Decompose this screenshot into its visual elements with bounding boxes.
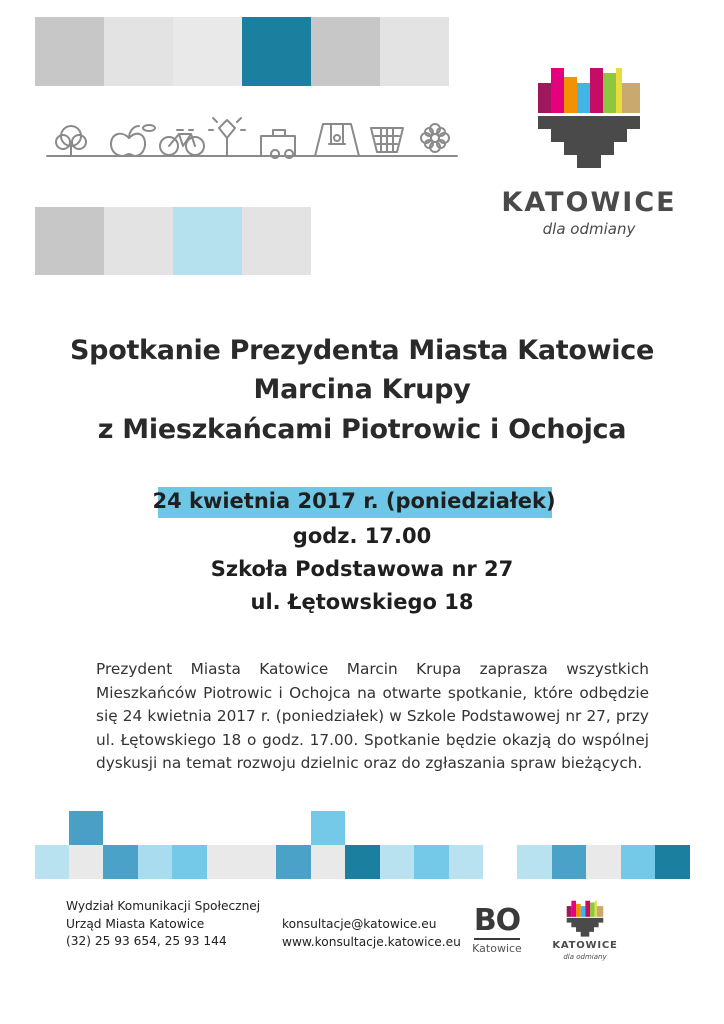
event-address: ul. Łętowskiego 18 [250, 590, 474, 614]
page-title-line-2: Marcina Krupy [253, 374, 471, 405]
katowice-small-logo-tagline: dla odmiany [563, 953, 607, 961]
bo-logo-caption: Katowice [472, 942, 522, 955]
katowice-small-logo-mark [566, 900, 604, 938]
apple-icon [111, 125, 155, 156]
footer-phones: (32) 25 93 654, 25 93 144 [66, 934, 227, 948]
footer-website: www.konsultacje.katowice.eu [282, 934, 461, 949]
swing-icon [315, 124, 359, 156]
katowice-logo-wordmark: KATOWICE [501, 187, 677, 218]
event-venue: Szkoła Podstawowa nr 27 [210, 557, 514, 581]
footer-department: Wydział Komunikacji Społecznej [66, 899, 261, 913]
event-date: 24 kwietnia 2017 r. (poniedziałek) [152, 489, 556, 513]
invitation-paragraph: Prezydent Miasta Katowice Marcin Krupa zaprasza wszystkich Mieszkańców Piotrowic i Ochojca na otwarte spotkanie, które odbędzie się 24 kwietnia 2017 r. (poniedziałek) w Szkole Podstawowej nr 27, przy ul. Łętowskiego 18 o godz. 17.00. Spotkanie będzie okazją do wspólnej dyskusji na temat rozwoju dzielnic oraz do zgłaszania spraw bieżących. [96, 660, 649, 772]
lightbulb-icon [209, 118, 245, 156]
bo-logo [470, 905, 524, 961]
flower-icon [421, 124, 449, 152]
footer-email: konsultacje@katowice.eu [282, 917, 437, 931]
katowice-logo-tagline: dla odmiany [542, 220, 636, 238]
bo-logo-letters: BO [473, 903, 521, 938]
basket-icon [371, 128, 403, 152]
footer-office: Urząd Miasta Katowice [66, 916, 205, 931]
katowice-logo-mark [536, 66, 642, 172]
footer-online-block [282, 916, 461, 951]
tree-icon [56, 126, 86, 156]
city-icons-line [45, 116, 465, 166]
event-time: godz. 17.00 [292, 524, 432, 548]
bicycle-icon [160, 130, 204, 155]
page-title-line-1: Spotkanie Prezydenta Miasta Katowice [70, 335, 654, 366]
page-title-line-3: z Mieszkańcami Piotrowic i Ochojca [97, 414, 627, 445]
footer-contact-block [66, 898, 260, 951]
playground-icon [261, 130, 295, 158]
katowice-small-logo-wordmark: KATOWICE [552, 940, 618, 951]
